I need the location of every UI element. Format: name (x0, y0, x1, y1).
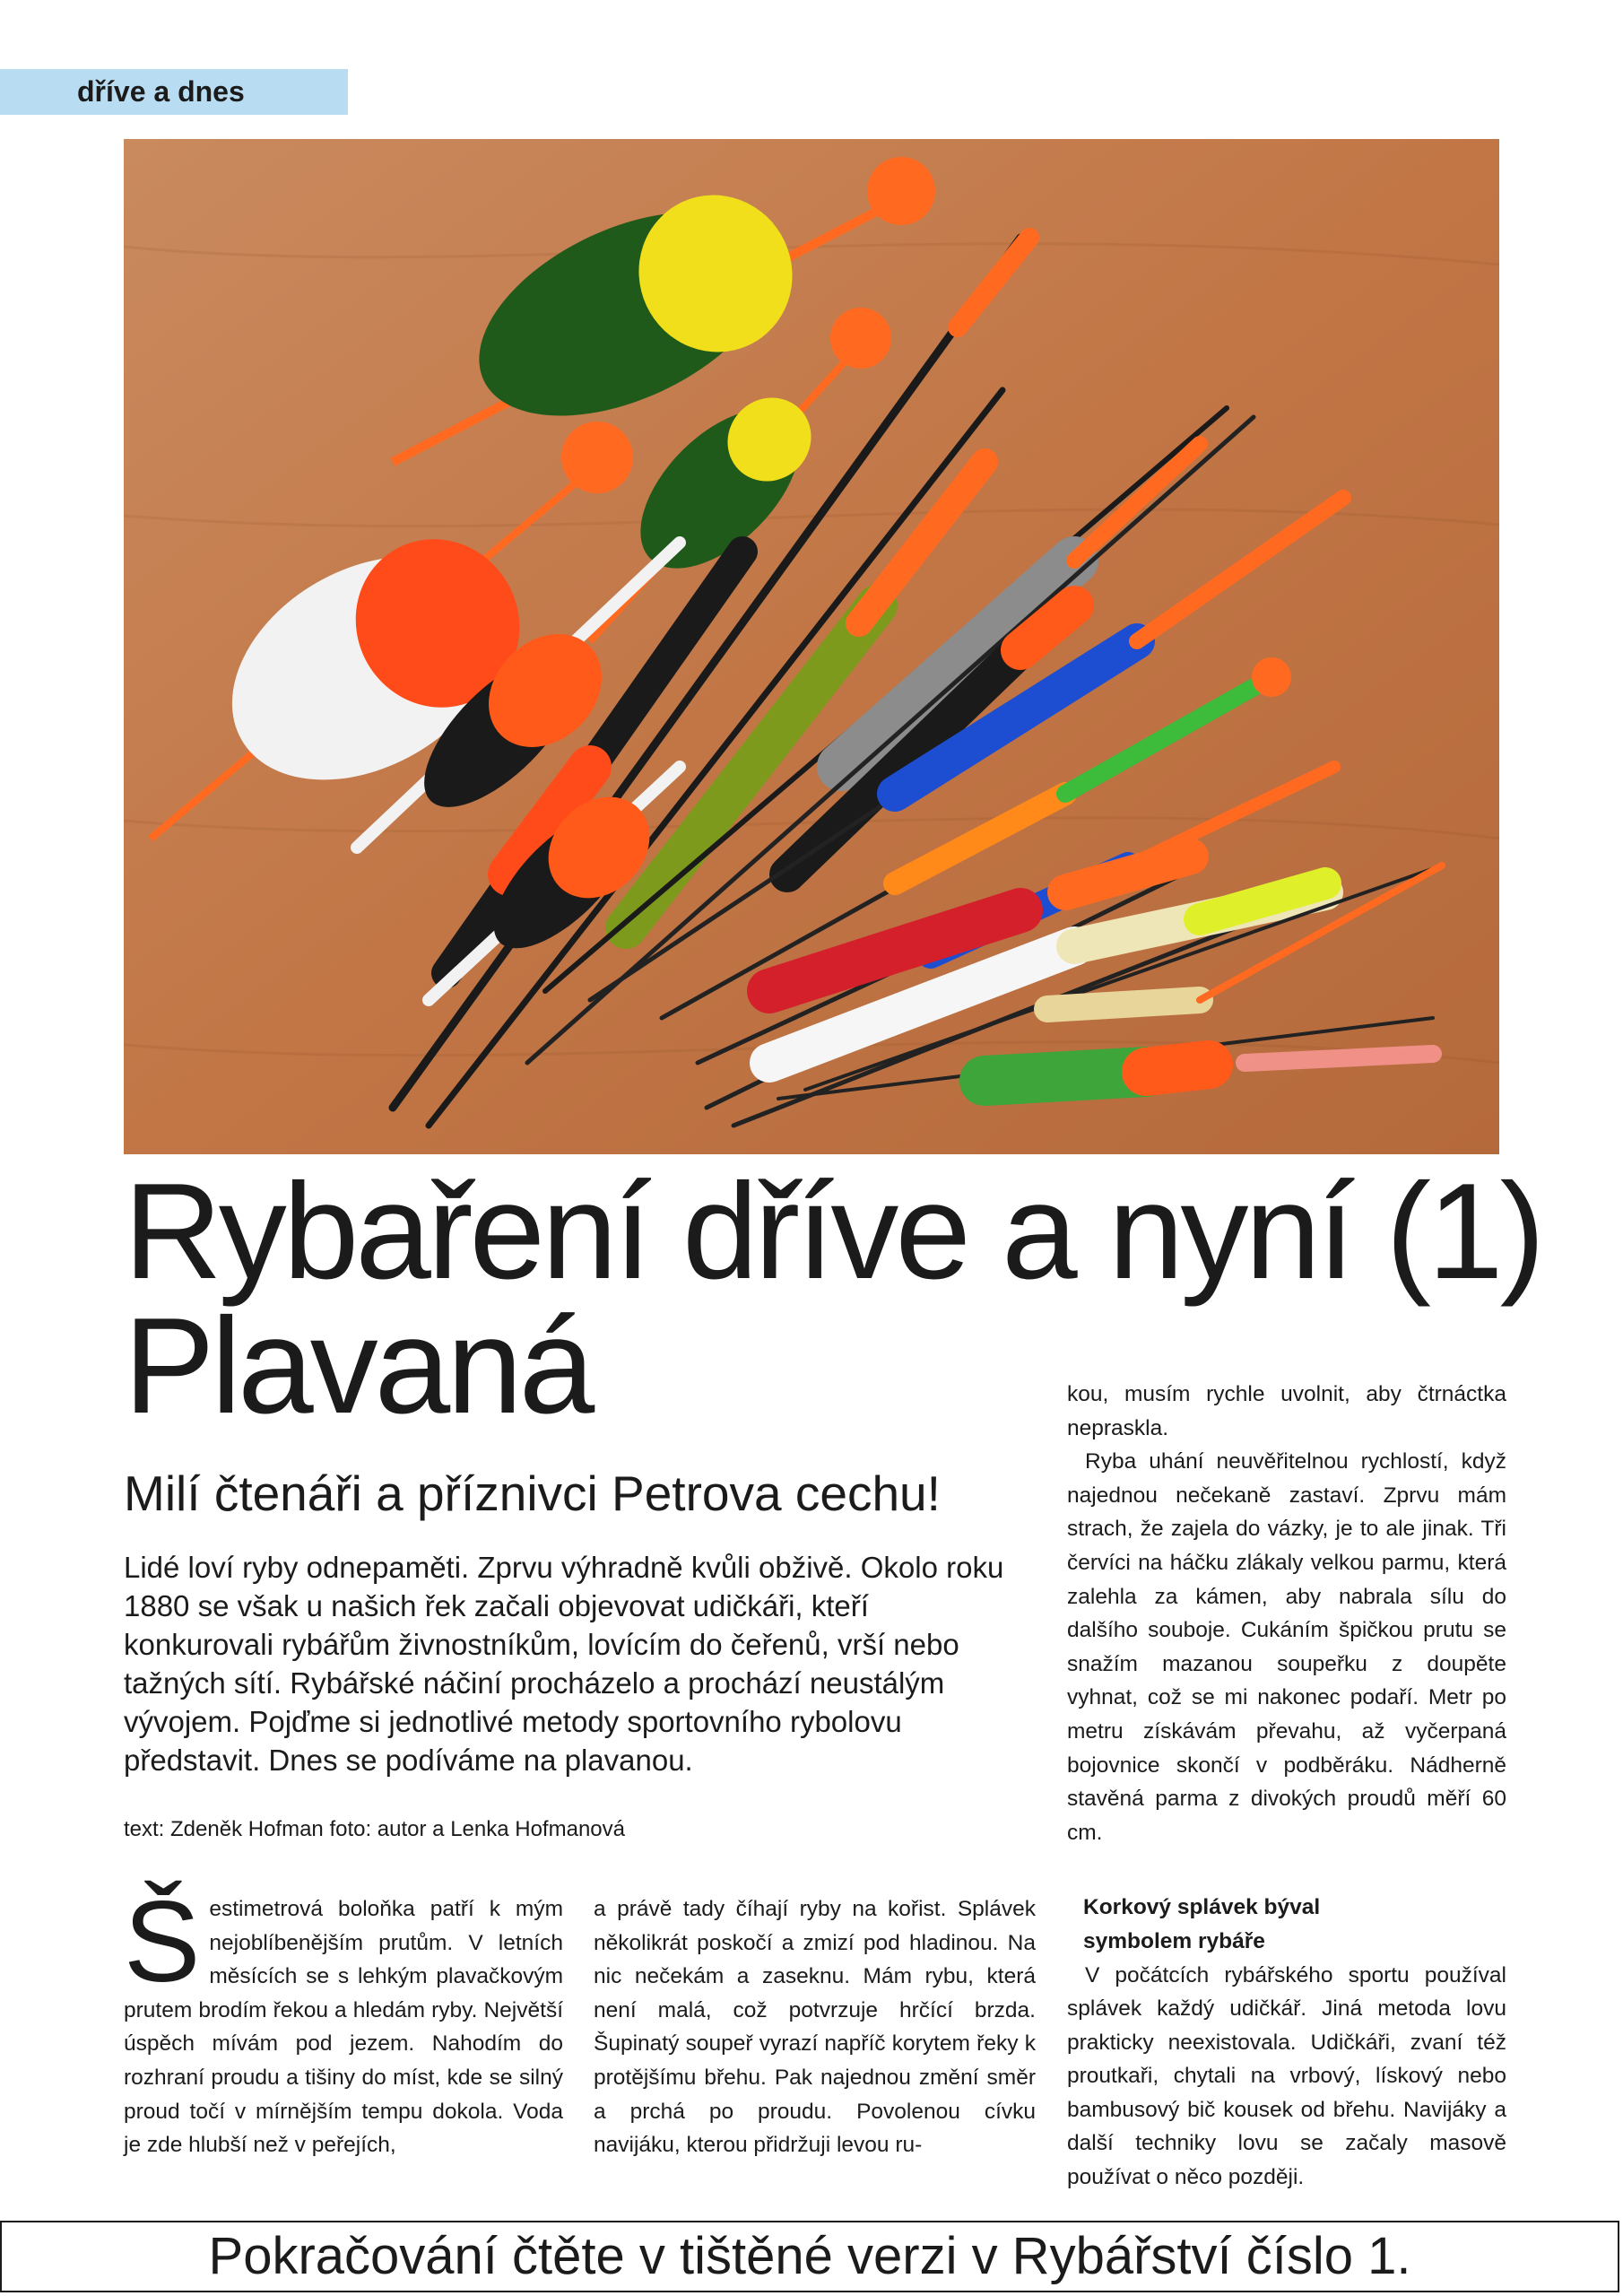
drop-cap: Š (124, 1878, 201, 2006)
column-2-text: a právě tady číhají ryby na kořist. Splávek několikrát poskočí a zmizí pod hladinou. Na nic nečekám a zaseknu. Mám rybu, která není malá, což potvrzuje hrčící brzda. Šupinatý soupeř vyrazí napříč korytem řeky k protějšímu břehu. Pak najednou změní směr a prchá po proudu. Povolenou cívku navijáku, kterou přidržuji levou ru- (594, 1897, 1036, 2158)
column-3-paragraph-3: V počátcích rybářského sportu používal splávek každý udičkář. Jiná metoda lovu prakticky neexistovala. Udičkáři, zvaní též proutkaři, chytali na vrbový, lískový nebo bambusový bič kousek od břehu. Navijáky a další techniky lovu se začaly masově používat o něco později. (1067, 1962, 1506, 2190)
subheading-line-1: Korkový splávek býval (1083, 1895, 1321, 1920)
body-column-3 (1067, 1378, 1506, 2195)
column-3-paragraph-2: Ryba uhání neuvěřitelnou rychlostí, když najednou nečekaně zastaví. Zprvu mám strach, že zajela do vázky, je to ale jinak. Tři červíci na háčku zlákaly velkou parmu, která zalehla za kámen, aby nabrala sílu do dalšího souboje. Cukáním špičkou prutu se snažím mazanou soupeřku z doupěte vyhnat, což se mi nakonec podaří. Metr po metru získávám převahu, až vyčerpaná bojovnice skončí v podběráku. Nádherně stavěná parma z divokých proudů měří 60 cm. (1067, 1449, 1506, 1845)
body-column-1 (124, 1878, 563, 2162)
title-line-2: Plavaná (124, 1290, 592, 1442)
greeting-subtitle: Milí čtenáři a příznivci Petrova cechu! (124, 1465, 941, 1521)
section-tag: dříve a dnes (0, 69, 348, 115)
column-3-paragraph-1: kou, musím rychle uvolnit, aby čtrnáctka nepraskla. (1067, 1382, 1506, 1440)
subheading-line-2: symbolem rybáře (1083, 1928, 1265, 1953)
section-subheading (1067, 1891, 1506, 1958)
intro-paragraph: Lidé loví ryby odnepaměti. Zprvu výhradně kvůli obživě. Okolo roku 1880 se však u našich řek začali objevovat udičkáři, kteří konkurovali rybářům živnostníkům, lovícím do čeřenů, vrší nebo tažných sítí. Rybářské náčiní procházelo a prochází neustálým vývojem. Pojďme si jednotlivé metody sportovního rybolovu představit. Dnes se podíváme na plavanou. (124, 1551, 1004, 1777)
floats-illustration (124, 139, 1499, 1154)
title-line-1: Rybaření dříve a nyní (1) (124, 1155, 1542, 1308)
column-1-text: estimetrová boloňka patří k mým nejoblíbenějším prutům. V letních měsících se s lehkým plavačkovým prutem brodím řekou a hledám ryby. Největší úspěch mívám pod jezem. Nahodím do rozhraní proudu a tišiny do míst, kde se silný proud točí v mírnějším tempu dokola. Voda je zde hlubší než v peřejích, (124, 1897, 563, 2158)
body-column-2 (594, 1892, 1036, 2162)
continuation-footer: Pokračování čtěte v tištěné verzi v Rybářství číslo 1. (0, 2221, 1619, 2292)
author-credits: text: Zdeněk Hofman foto: autor a Lenka Hofmanová (124, 1817, 625, 1841)
article-photo-fishing-floats (124, 139, 1499, 1154)
